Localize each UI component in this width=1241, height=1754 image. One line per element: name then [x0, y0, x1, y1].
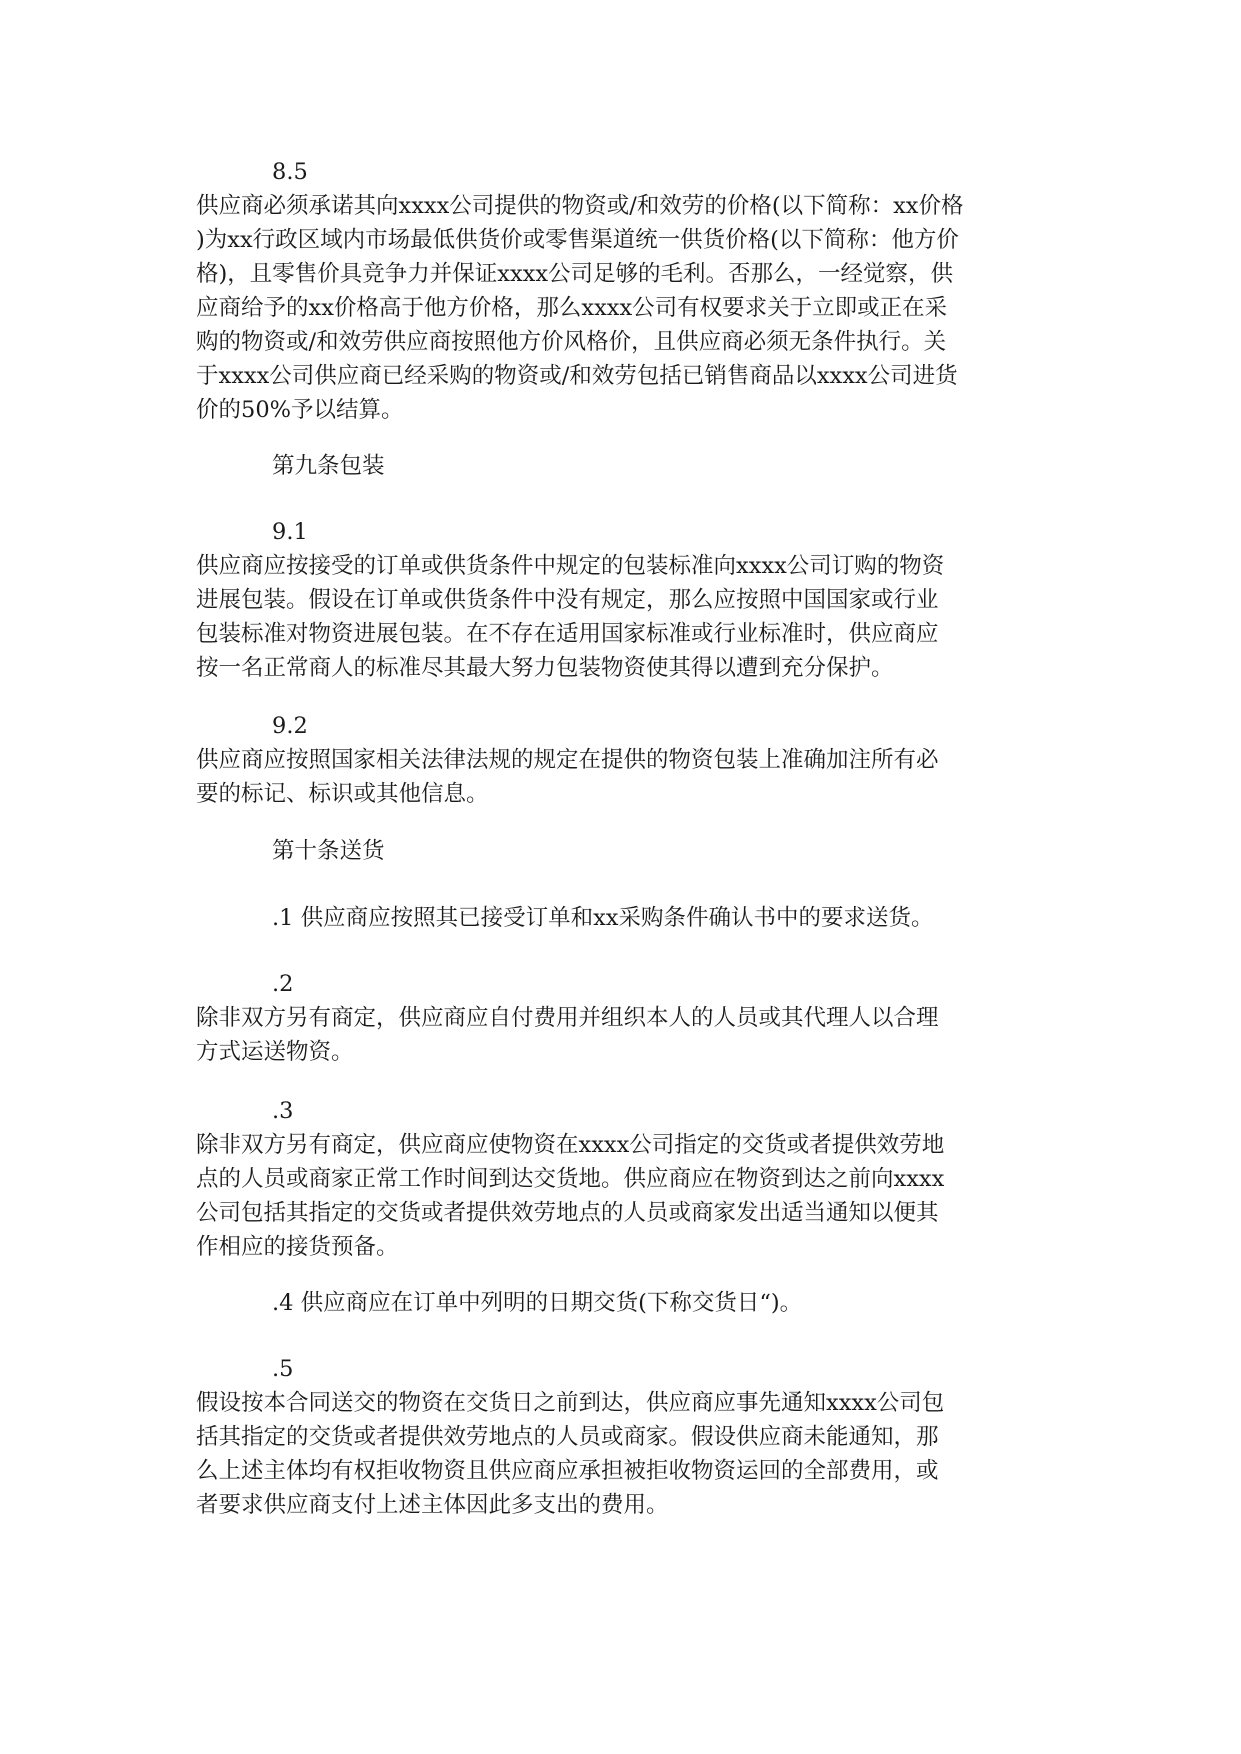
- item-1-text: .1 供应商应按照其已接受订单和xx采购条件确认书中的要求送货。: [272, 905, 934, 931]
- paragraph-line: 包装标准对物资进展包装。在不存在适用国家标准或行业标准时，供应商应: [196, 621, 939, 647]
- paragraph-line: 进展包装。假设在订单或供货条件中没有规定，那么应按照中国国家或行业: [196, 587, 939, 613]
- paragraph-line: 作相应的接货预备。: [196, 1234, 399, 1260]
- paragraph-line: 价的50%予以结算。: [196, 397, 404, 423]
- item-4-text: .4 供应商应在订单中列明的日期交货(下称交货日“)。: [272, 1290, 803, 1316]
- paragraph-line: 按一名正常商人的标准尽其最大努力包装物资使其得以遭到充分保护。: [196, 655, 894, 681]
- item-number-2: .2: [272, 971, 294, 997]
- item-5-paragraph: [196, 1386, 1056, 1522]
- paragraph-line: 假设按本合同送交的物资在交货日之前到达，供应商应事先通知xxxx公司包: [196, 1390, 945, 1416]
- paragraph-line: 么上述主体均有权拒收物资且供应商应承担被拒收物资运回的全部费用，或: [196, 1458, 939, 1484]
- section-9-1-paragraph: [196, 549, 1056, 685]
- paragraph-line: 购的物资或/和效劳供应商按照他方价风格价，且供应商必须无条件执行。关: [196, 329, 947, 355]
- paragraph-line: 格)，且零售价具竞争力并保证xxxx公司足够的毛利。否那么，一经觉察，供: [196, 261, 954, 287]
- paragraph-line: )为xx行政区域内市场最低供货价或零售渠道统一供货价格(以下简称：他方价: [196, 227, 959, 253]
- section-number-9-2: 9.2: [272, 713, 308, 739]
- paragraph-line: 公司包括其指定的交货或者提供效劳地点的人员或商家发出适当通知以便其: [196, 1200, 939, 1226]
- item-number-3: .3: [272, 1098, 294, 1124]
- paragraph-line: 供应商应按接受的订单或供货条件中规定的包装标准向xxxx公司订购的物资: [196, 553, 945, 579]
- paragraph-line: 供应商应按照国家相关法律法规的规定在提供的物资包装上准确加注所有必: [196, 747, 939, 773]
- paragraph-line: 要的标记、标识或其他信息。: [196, 781, 489, 807]
- article-9-title: 第九条包装: [272, 453, 385, 479]
- paragraph-line: 于xxxx公司供应商已经采购的物资或/和效劳包括已销售商品以xxxx公司进货: [196, 363, 958, 389]
- item-3-paragraph: [196, 1128, 1056, 1264]
- article-10-title: 第十条送货: [272, 838, 385, 864]
- section-8-5-paragraph: [196, 189, 1056, 427]
- paragraph-line: 括其指定的交货或者提供效劳地点的人员或商家。假设供应商未能通知，那: [196, 1424, 939, 1450]
- item-2-paragraph: [196, 1001, 1056, 1069]
- section-number-9-1: 9.1: [272, 519, 308, 545]
- paragraph-line: 除非双方另有商定，供应商应使物资在xxxx公司指定的交货或者提供效劳地: [196, 1132, 945, 1158]
- paragraph-line: 除非双方另有商定，供应商应自付费用并组织本人的人员或其代理人以合理: [196, 1005, 939, 1031]
- paragraph-line: 供应商必须承诺其向xxxx公司提供的物资或/和效劳的价格(以下简称：xx价格: [196, 193, 964, 219]
- paragraph-line: 者要求供应商支付上述主体因此多支出的费用。: [196, 1492, 669, 1518]
- paragraph-line: 应商给予的xx价格高于他方价格，那么xxxx公司有权要求关于立即或正在采: [196, 295, 948, 321]
- section-9-2-paragraph: [196, 743, 1056, 811]
- paragraph-line: 方式运送物资。: [196, 1039, 354, 1065]
- section-number-8-5: 8.5: [272, 159, 308, 185]
- paragraph-line: 点的人员或商家正常工作时间到达交货地。供应商应在物资到达之前向xxxx: [196, 1166, 945, 1192]
- item-number-5: .5: [272, 1356, 294, 1382]
